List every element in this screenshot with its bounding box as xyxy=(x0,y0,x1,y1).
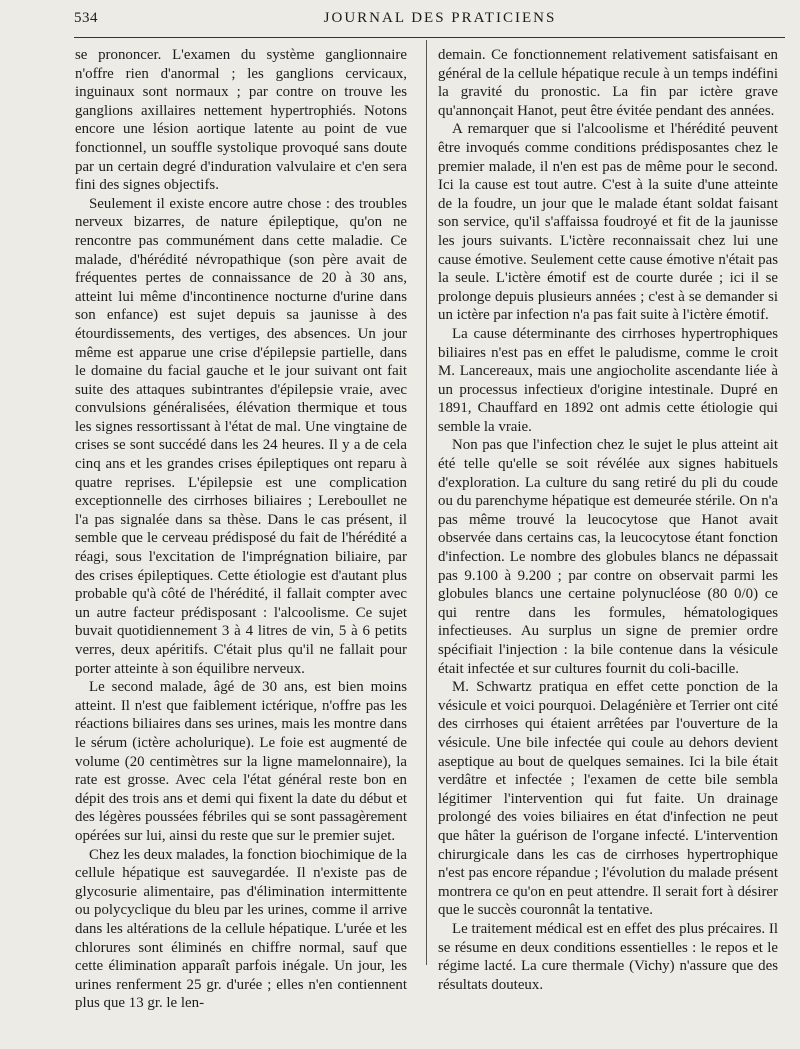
paragraph: demain. Ce fonctionnement relativement satisfaisant en général de la cellule hépatique recule à un temps indéfini la gravité du pronostic. La fin par ictère grave qu'annonçait Hanot, peut être évitée pendant des années. xyxy=(438,47,778,119)
right-column xyxy=(438,46,778,994)
running-title: JOURNAL DES PRATICIENS xyxy=(323,10,557,26)
page-number: 534 xyxy=(74,10,98,26)
left-column xyxy=(75,46,407,1013)
paragraph: Seulement il existe encore autre chose : des troubles nerveux bizarres, de nature épileptique, qu'on ne rencontre pas communément dans cette maladie. Ce malade, d'hérédité névropathique (son père avait de fréquentes pertes de connaissance de 20 à 30 ans, atteint lui même d'incontinence nocturne d'urine dans son enfance) est sujet depuis sa jaunisse à des étourdissements, des vertiges, des absences. Un jour même est apparue une crise d'épilepsie partielle, dans le domaine du facial gauche et le jour suivant ont fait suite des attaques subintrantes d'épilepsie vraie, avec convulsions généralisées, élévation thermique et tous les signes ressortissant à l'état de mal. Une vingtaine de crises se sont succédé dans les 24 heures. Il y a de cela cinq ans et les grandes crises épileptiques ont reparu à quatre reprises. L'épilepsie est une complication exceptionnelle des cirrhoses biliaires ; Lereboullet ne l'a pas signalée dans sa thèse. Dans le cas présent, il semble que le cerveau prédisposé du fait de l'hérédité a réagi, sous l'excitation de l'imprégnation biliaire, par des crises épileptiques. Cette étiologie est d'autant plus probable qu'à côté de l'hérédité, il fallait compter avec un autre facteur prédisposant : l'alcoolisme. Ce sujet buvait quotidiennement 3 à 4 litres de vin, 5 à 6 petits verres, deux apéritifs. C'était plus qu'il ne fallait pour porter atteinte à son équilibre nerveux. xyxy=(75,195,407,677)
paragraph: Non pas que l'infection chez le sujet le plus atteint ait été telle qu'elle se soit révélée aux signes habituels d'exploration. La culture du sang retiré du pli du coude ou du parenchyme hépatique est demeurée stérile. On n'a pas même trouvé la leucocytose que Hanot avait observée dans certains cas, la leucocytose étant fonction d'infection. Le nombre des globules blancs ne dépassait pas 9.100 à 9.200 ; par contre on observait parmi les globules blancs une certaine polynucléose (80 0/0) ce qui rentre dans les formules, hématologiques infectieuses. Au surplus un signe de premier ordre spécifiait l'injection : la bile contenue dans la vésicule était infectée et sur cultures fournit du coli-bacille. xyxy=(438,437,778,677)
paragraph: Le second malade, âgé de 30 ans, est bien moins atteint. Il n'est que faiblement ictérique, n'offre pas les réactions biliaires dans ses urines, mais les montre dans le sérum (ictère acholurique). Le foie est augmenté de volume (20 centimètres sur la ligne mamelonnaire), la rate est grosse. Avec cela l'état général reste bon en dépit des trois ans et demi qui fixent la date du début et des légères poussées fébriles qui se sont passagèrement opérées sur lui, ainsi du reste que sur le premier sujet. xyxy=(75,679,407,844)
header-rule xyxy=(74,37,785,38)
paragraph: A remarquer que si l'alcoolisme et l'hérédité peuvent être invoqués comme conditions prédisposantes chez le premier malade, il n'en est pas de même pour le second. Ici la cause est tout autre. C'est à la suite d'une atteinte de la foudre, un jour que le malade étant soldat faisant son service, qu'il s'affaissa foudroyé et fit de la jaunisse les jours suivants. L'ictère reconnaissait chez lui une cause émotive. Seulement cette cause émotive n'était pas la seule. L'ictère émotif est de courte durée ; ici il se prolonge depuis plusieurs années ; c'est à se demander si un ictère par infection n'a pas fait suite à l'ictère émotif. xyxy=(438,121,778,324)
paragraph: Chez les deux malades, la fonction biochimique de la cellule hépatique est sauvegardée. Il n'existe pas de glycosurie alimentaire, pas d'élimination intermittente ou polycyclique du bleu par les urines, comme il arrive dans les altérations de la cellule hépatique. L'urée et les chlorures sont éliminés en chiffre normal, sauf que cette élimination apparaît parfois inégale. Un jour, les urines renferment 25 gr. d'urée ; elles n'en contiennent plus que 13 gr. le len- xyxy=(75,846,407,1012)
paragraph: se prononcer. L'examen du système ganglionnaire n'offre rien d'anormal ; les ganglions cervicaux, inguinaux sont normaux ; par contre on trouve les ganglions axillaires nettement hypertrophiés. Notons encore une lésion aortique latente au point de vue fonctionnel, un souffle systolique provoqué sans doute par un certain degré d'induration valvulaire et c'en sera fini des signes objectifs. xyxy=(75,47,407,194)
page-header xyxy=(0,0,800,36)
column-divider xyxy=(426,40,427,965)
paragraph: Le traitement médical est en effet des plus précaires. Il se résume en deux conditions essentielles : le repos et le régime lacté. La cure thermale (Vichy) n'assure que des résultats douteux. xyxy=(438,920,778,993)
paragraph: La cause déterminante des cirrhoses hypertrophiques biliaires n'est pas en effet le paludisme, comme le croit M. Lancereaux, mais une angiocholite ascendante liée à un processus infectieux d'origine intestinale. Dupré en 1891, Chauffard en 1892 ont admis cette étiologie qui semble la vraie. xyxy=(438,325,778,435)
paragraph: M. Schwartz pratiqua en effet cette ponction de la vésicule et voici pourquoi. Delagénière et Terrier ont cité des cirrhoses qui étaient arrêtées par l'ouverture de la vésicule. Une bile infectée qui coule au dehors devient aseptique au bout de quelques semaines. Ici la bile était verdâtre et infectée ; l'examen de cette bile sembla légitimer l'intervention qui fut faite. Un drainage prolongé des voies biliaires en état d'infection ne peut que hâter la guérison de l'organe infecté. L'intervention chirurgicale dans les cas de cirrhoses hypertrophique n'est pas encore répandue ; l'évolution du malade présent montrera ce qu'on en peut attendre. Il serait fort à désirer que le succès couronnât la tentative. xyxy=(438,679,778,919)
